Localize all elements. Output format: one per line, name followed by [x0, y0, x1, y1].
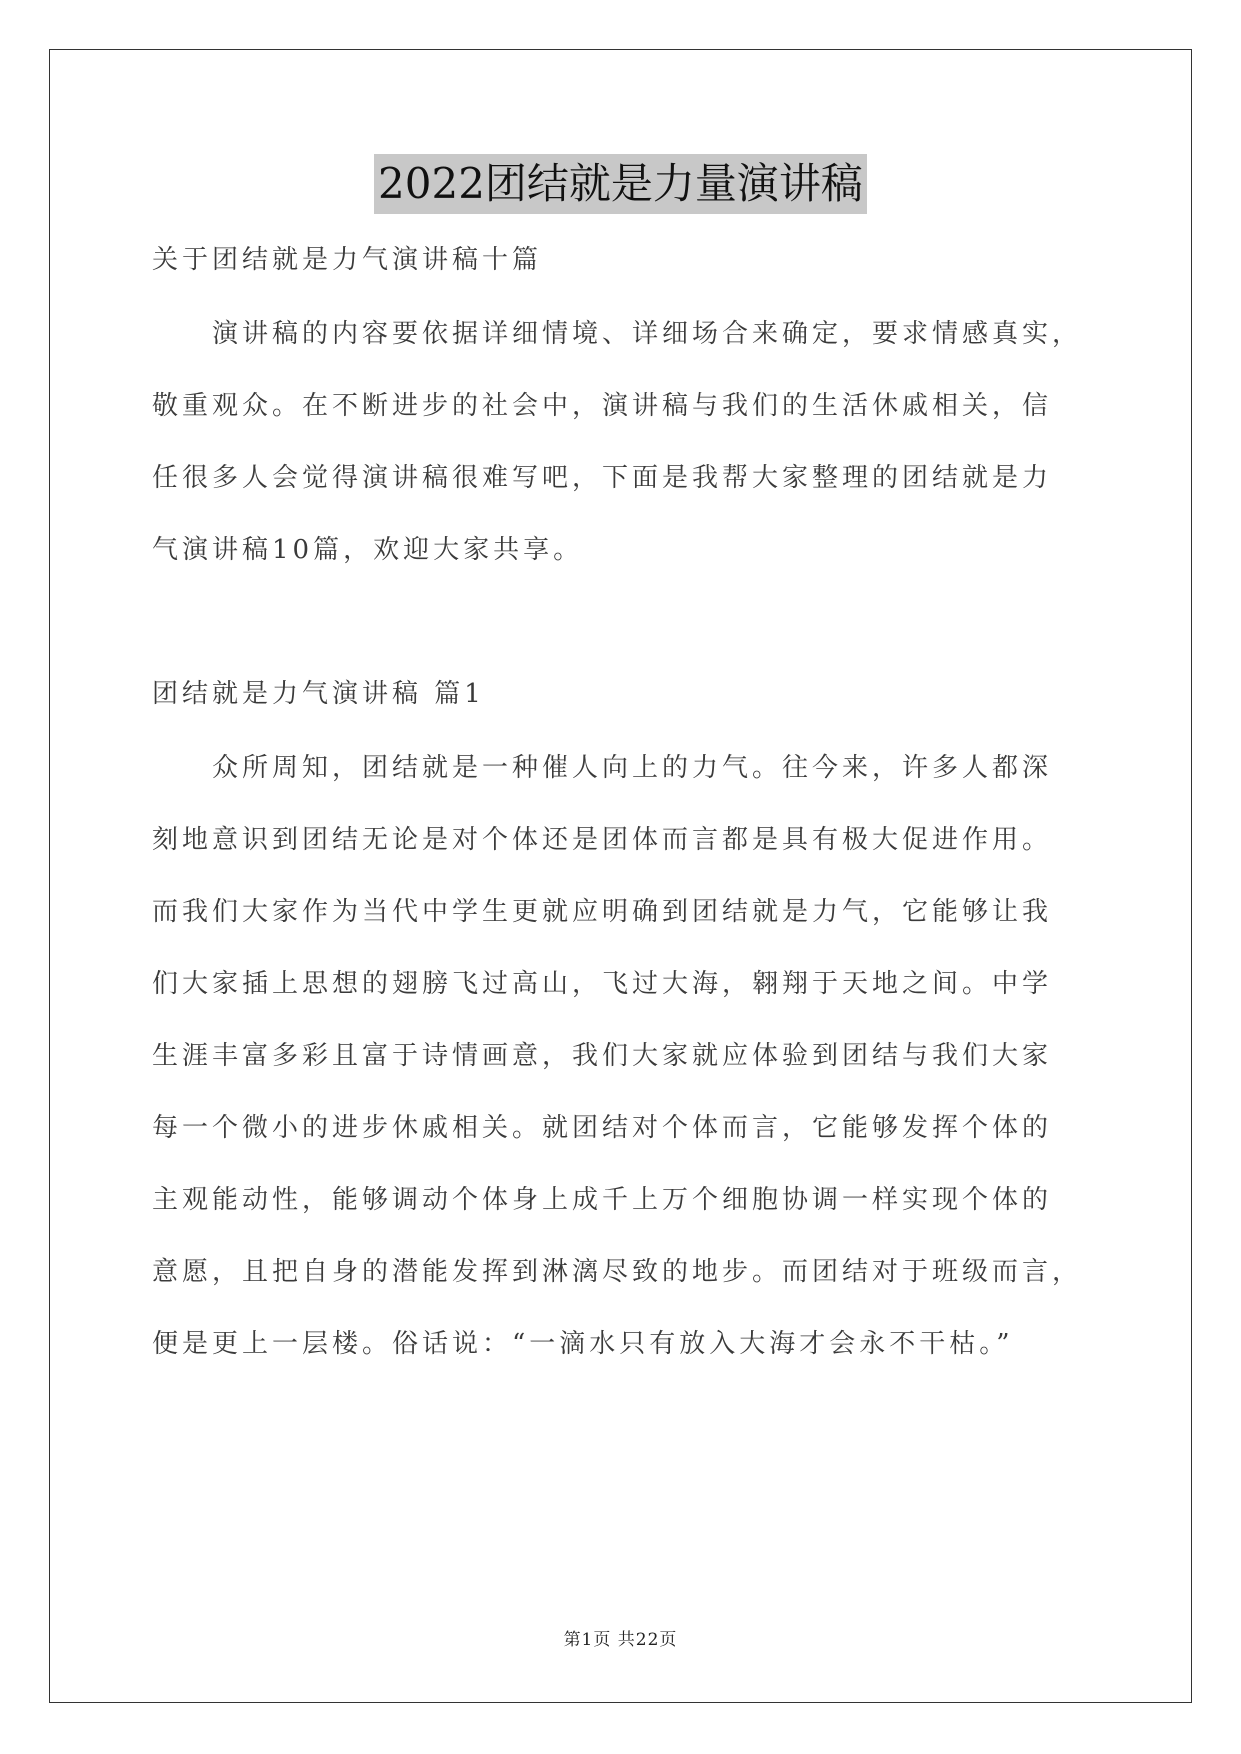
intro-line: 气演讲稿10篇，欢迎大家共享。: [152, 535, 584, 565]
body-line: 们大家插上思想的翅膀飞过高山，飞过大海，翱翔于天地之间。中学: [152, 969, 1053, 999]
document-subtitle: 关于团结就是力气演讲稿十篇: [152, 245, 543, 275]
body-line: 生涯丰富多彩且富于诗情画意，我们大家就应体验到团结与我们大家: [152, 1041, 1053, 1071]
document-title: 2022团结就是力量演讲稿: [374, 154, 867, 214]
intro-line: 敬重观众。在不断进步的社会中，演讲稿与我们的生活休戚相关，信: [152, 391, 1053, 421]
body-line: 便是更上一层楼。俗话说：“一滴水只有放入大海才会永不干枯。”: [152, 1329, 1014, 1359]
body-line: 刻地意识到团结无论是对个体还是团体而言都是具有极大促进作用。: [152, 825, 1053, 855]
body-line: 众所周知，团结就是一种催人向上的力气。往今来，许多人都深: [212, 753, 1053, 783]
intro-line: 演讲稿的内容要依据详细情境、详细场合来确定，要求情感真实，: [212, 319, 1083, 349]
intro-line: 任很多人会觉得演讲稿很难写吧，下面是我帮大家整理的团结就是力: [152, 463, 1053, 493]
body-line: 主观能动性，能够调动个体身上成千上万个细胞协调一样实现个体的: [152, 1185, 1053, 1215]
section-heading: 团结就是力气演讲稿 篇1: [152, 679, 485, 709]
title-container: [0, 154, 1241, 214]
body-line: 而我们大家作为当代中学生更就应明确到团结就是力气，它能够让我: [152, 897, 1053, 927]
body-line: 意愿，且把自身的潜能发挥到淋漓尽致的地步。而团结对于班级而言，: [152, 1257, 1083, 1287]
page-border: [49, 49, 1192, 1703]
page-footer: 第1页 共22页: [563, 1630, 678, 1650]
body-line: 每一个微小的进步休戚相关。就团结对个体而言，它能够发挥个体的: [152, 1113, 1053, 1143]
